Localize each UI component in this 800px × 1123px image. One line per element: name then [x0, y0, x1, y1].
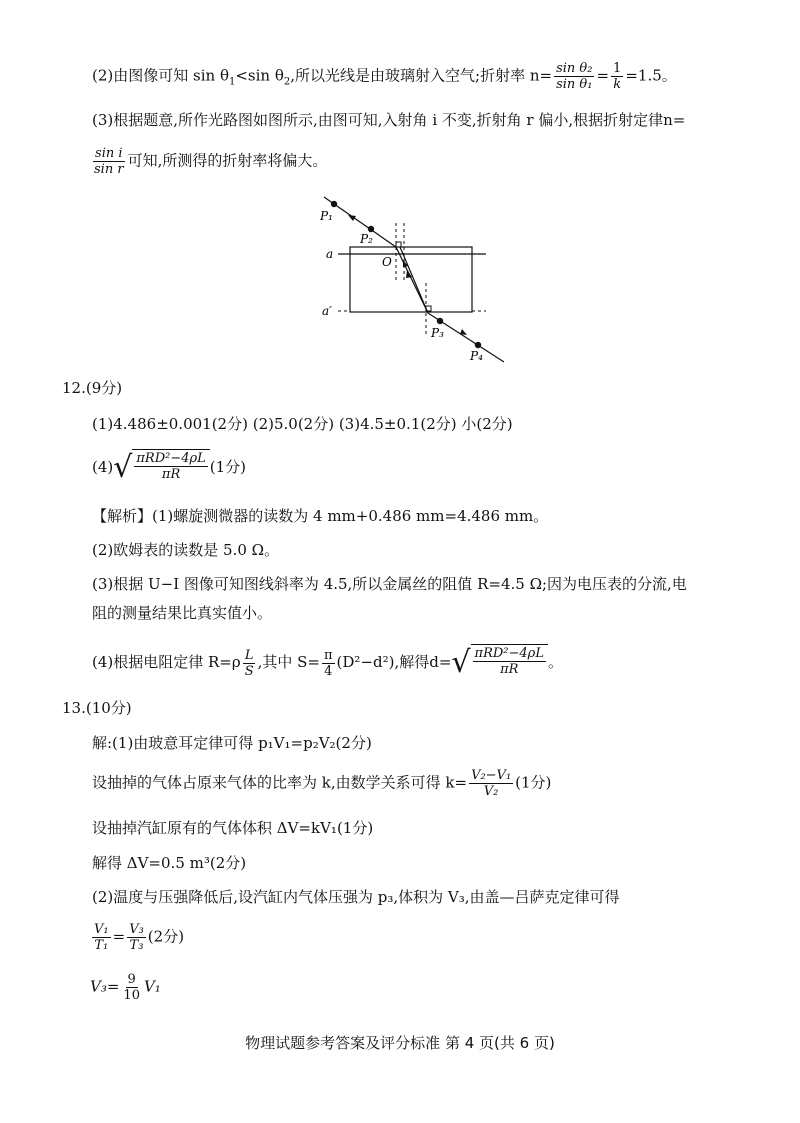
page-footer: 物理试题参考答案及评分标准 第 4 页(共 6 页): [245, 1034, 555, 1052]
q12-jiexi-2: (2)欧姆表的读数是 5.0 Ω。: [92, 541, 280, 559]
q13-line-3: 设抽掉汽缸原有的气体体积 ΔV=kV₁(1分): [92, 819, 374, 837]
q12-header: 12.(9分): [62, 379, 123, 397]
sqrt-expression: √ $\frac{\text{πRD²−4ρL}}{\pi R}$: [113, 449, 210, 487]
label-a: a: [326, 247, 334, 261]
q13-line-6: $\frac{\text{V₁}}{\text{T₁}}$ = $\frac{\text{V₃}}{\text{T₃}}$ (2分): [94, 922, 185, 953]
q11-part2: (2)由图像可知 $\sin \theta_1<\sin$ $\theta_2$,所以光线是由玻璃射入空气;折射率 n= $\frac{\text{sin θ₂}}{\text{sin θ₁}}$ = $\frac{1}{k}$ =1.5。: [92, 61, 677, 92]
label-p4: P₄: [470, 349, 483, 363]
q13-line-5: (2)温度与压强降低后,设汽缸内气体压强为 p₃,体积为 V₃,由盖—吕萨克定律可得: [92, 888, 620, 906]
q13-line-2: 设抽掉的气体占原来气体的比率为 k,由数学关系可得 k= $\frac{\text{V₂−V₁}}{\text{V₂}}$ (1分): [92, 768, 552, 799]
fraction: $\frac{\text{sin i}}{\text{sin r}}$: [94, 146, 124, 177]
q13-line-7: V₃= $\frac{9}{10}$ V₁: [90, 972, 161, 1003]
label-p2: P₂: [360, 232, 373, 246]
label-a-prime: a′: [322, 304, 332, 318]
label-p1: P₁: [320, 209, 333, 223]
fraction: $\frac{\text{sin θ₂}}{\text{sin θ₁}}$: [556, 61, 593, 92]
q11-part3-line2: $\frac{\text{sin i}}{\text{sin r}}$ 可知,所测得的折射率将偏大。: [94, 146, 328, 177]
label-o: O: [382, 255, 392, 269]
q11-part3-line1: (3)根据题意,所作光路图如图所示,由图可知,入射角 i 不变,折射角 r 偏小,根据折射定律n=: [92, 111, 686, 129]
q12-jiexi-4: (4)根据电阻定律 R=ρ $\frac{L}{S}$ ,其中 S= $\frac{\pi}{4}$ (D²−d²),解得d= √ $\frac{\text{πRD²−4ρL}}{\pi R}$ 。: [92, 645, 563, 680]
q12-jiexi-1: 【解析】(1)螺旋测微器的读数为 4 mm+0.486 mm=4.486 mm。: [92, 507, 549, 525]
q12-answer-4: (4) √ $\frac{\text{πRD²−4ρL}}{\pi R}$ (1分): [92, 450, 247, 485]
q12-answers: (1)4.486±0.001(2分) (2)5.0(2分) (3)4.5±0.1(2分) 小(2分): [92, 415, 513, 433]
q12-jiexi-3b: 阻的测量结果比真实值小。: [92, 604, 273, 622]
q12-jiexi-3a: (3)根据 U−I 图像可知图线斜率为 4.5,所以金属丝的阻值 R=4.5 Ω;因为电压表的分流,电: [92, 575, 687, 593]
fraction: $\frac{1}{k}$: [613, 61, 622, 92]
q13-line-4: 解得 ΔV=0.5 m³(2分): [92, 854, 247, 872]
q13-line-1: 解:(1)由玻意耳定律可得 p₁V₁=p₂V₂(2分): [92, 734, 372, 752]
label-p3: P₃: [431, 326, 444, 340]
refraction-diagram: [310, 185, 530, 370]
q13-header: 13.(10分): [62, 699, 132, 717]
